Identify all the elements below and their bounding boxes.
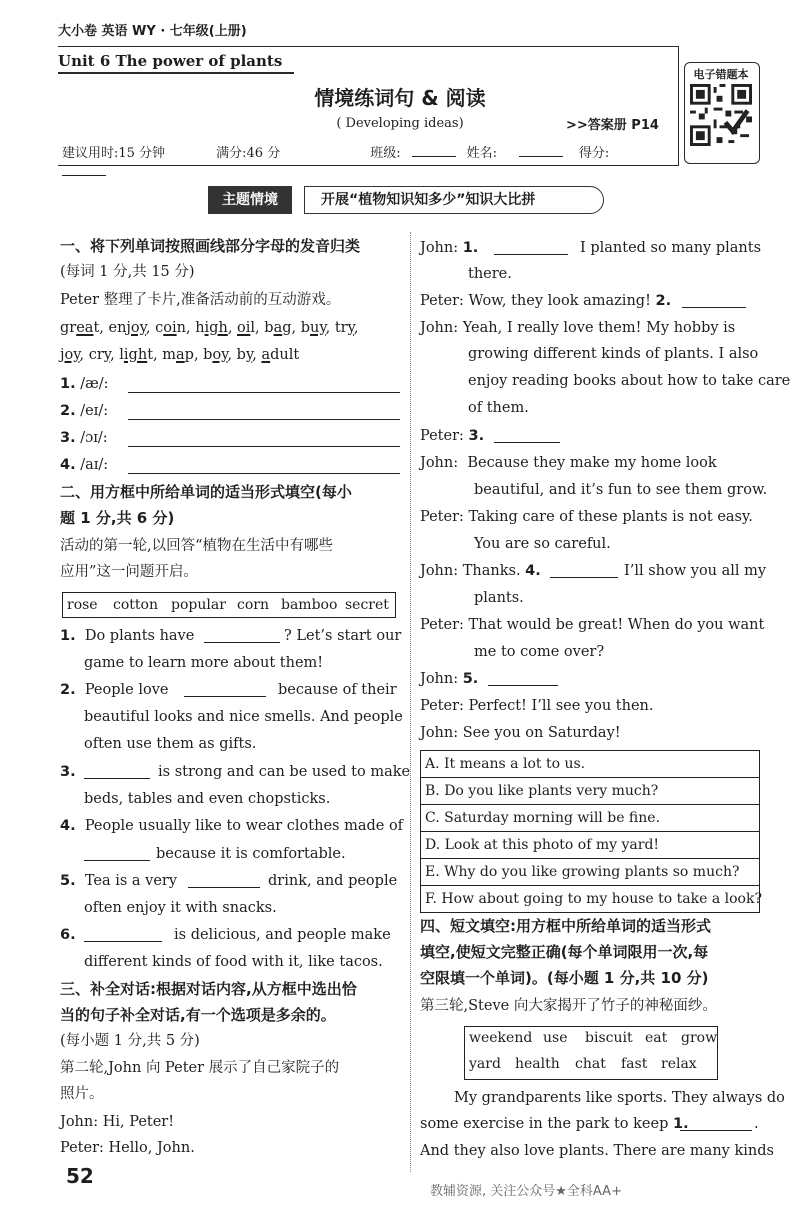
option-e: E. Why do you like growing plants so much? (421, 859, 759, 886)
theme-text: 开展“植物知识知多少”知识大比拼 (304, 186, 604, 214)
word: chat (575, 1056, 606, 1072)
word-bank (464, 1026, 718, 1080)
answer-blank[interactable] (184, 682, 266, 697)
word: cotton (113, 597, 158, 613)
section2-heading-cont: 题 1 分,共 6 分) (60, 509, 175, 527)
word: bamboo (281, 597, 338, 613)
word: joy (60, 347, 80, 363)
time-label: 建议用时:15 分钟 (62, 146, 166, 161)
option-c: C. Saturday morning will be fine. (421, 805, 759, 832)
series-label: 大小卷 英语 WY · 七年级(上册) (58, 24, 247, 39)
answer-blank[interactable] (680, 1116, 752, 1131)
page-title: 情境练词句 & 阅读 (314, 86, 486, 110)
word: biscuit (585, 1030, 633, 1046)
section4-heading: 四、短文填空:用方框中所给单词的适当形式 (420, 917, 712, 935)
dialog-line: Peter: 3. (420, 428, 485, 444)
question-5-text: drink, and people (268, 873, 398, 889)
dialog-line: Peter: Taking care of these plants is not easy. (420, 509, 753, 525)
dialog-line: Peter: That would be great! When do you want (420, 617, 765, 633)
word-row: great, enjoy, coin, high, oil, bag, buy, try, (60, 320, 359, 336)
score-got-label: 得分: (578, 146, 610, 161)
question-1: 1. Do plants have (60, 628, 195, 644)
word: health (515, 1056, 560, 1072)
section3-heading-cont: 当的句子补全对话,有一个选项是多余的。 (60, 1006, 336, 1024)
dialog-text: I planted so many plants (580, 240, 762, 256)
section4-heading-cont: 空限填一个单词)。(每小题 1 分,共 10 分) (420, 969, 709, 987)
name-blank[interactable] (519, 142, 563, 157)
page-subtitle: ( Developing ideas) (336, 116, 464, 131)
word: great (60, 320, 100, 336)
score-label: 满分:46 分 (216, 146, 281, 161)
question-4-text: because it is comfortable. (156, 846, 346, 862)
word: boy (203, 347, 228, 363)
word: try (334, 320, 354, 336)
dialog-line: Peter: Wow, they look amazing! 2. (420, 293, 672, 309)
options-box (420, 750, 760, 913)
word: high (195, 320, 228, 336)
qr-label: 电子错题本 (693, 68, 749, 81)
dialog-line: Peter: Hello, John. (60, 1140, 195, 1156)
section3-intro-cont: 照片。 (60, 1086, 104, 1102)
question-6-text: is delicious, and people make (174, 927, 391, 943)
word: rose (67, 597, 98, 613)
dialog-text: enjoy reading books about how to take care (468, 373, 791, 389)
section1-intro: Peter 整理了卡片,准备活动前的互动游戏。 (60, 292, 341, 308)
answer-blank[interactable] (494, 428, 560, 443)
answer-blank[interactable] (84, 764, 150, 779)
theme-tag: 主题情境 (208, 186, 292, 214)
word: eat (645, 1030, 668, 1046)
question-6: 6. (60, 927, 76, 943)
dialog-line: John: Yeah, I really love them! My hobby is (420, 320, 736, 336)
answer-reference: >>答案册 P14 (566, 118, 659, 133)
question-5-text: often enjoy it with snacks. (84, 900, 277, 916)
answer-blank[interactable] (488, 671, 558, 686)
word: use (543, 1030, 568, 1046)
answer-blank[interactable] (494, 240, 568, 255)
question-3-text: beds, tables and even chopsticks. (84, 791, 331, 807)
passage-period: . (754, 1116, 759, 1132)
section2-heading: 二、用方框中所给单词的适当形式填空(每小 (60, 483, 352, 501)
class-blank[interactable] (412, 142, 456, 157)
page-number: 52 (66, 1164, 94, 1188)
dialog-text: of them. (468, 400, 529, 416)
phonetic-row: 3. /ɔɪ/: (60, 430, 108, 446)
word: corn (237, 597, 269, 613)
footer-watermark: 教辅资源, 关注公众号★全科AA+ (430, 1184, 622, 1199)
answer-line[interactable] (128, 446, 400, 447)
question-2-text: often use them as gifts. (84, 736, 257, 752)
question-2-text: because of their (278, 682, 397, 698)
answer-blank[interactable] (84, 846, 150, 861)
dialog-text: plants. (474, 590, 524, 606)
word: enjoy (108, 320, 146, 336)
word: cry (88, 347, 111, 363)
option-b: B. Do you like plants very much? (421, 778, 759, 805)
word: popular (171, 597, 226, 613)
name-label: 姓名: (466, 146, 497, 161)
question-2: 2. People love (60, 682, 169, 698)
answer-blank[interactable] (550, 563, 618, 578)
word: weekend (469, 1030, 533, 1046)
question-6-text: different kinds of food with it, like tacos. (84, 954, 383, 970)
question-5: 5. Tea is a very (60, 873, 178, 889)
section3-heading: 三、补全对话:根据对话内容,从方框中选出恰 (60, 980, 357, 998)
section4-heading-cont: 填空,使短文完整正确(每个单词限用一次,每 (420, 943, 709, 961)
unit-title: Unit 6 The power of plants (58, 52, 283, 70)
dialog-text: me to come over? (474, 644, 605, 660)
dialog-text: I’ll show you all my (624, 563, 767, 579)
question-1-text: ? Let’s start our (284, 628, 402, 644)
section3-intro: 第二轮,John 向 Peter 展示了自己家院子的 (60, 1060, 340, 1076)
section3-points: (每小题 1 分,共 5 分) (60, 1033, 200, 1049)
word: buy (300, 320, 326, 336)
phonetic-row: 2. /eɪ/: (60, 403, 109, 419)
word-row: joy, cry, light, map, boy, by, adult (60, 347, 300, 363)
option-a: A. It means a lot to us. (421, 751, 759, 778)
word: coin (155, 320, 186, 336)
dialog-line: John: See you on Saturday! (420, 725, 621, 741)
question-3-text: is strong and can be used to make (158, 764, 411, 780)
question-3: 3. (60, 764, 76, 780)
passage-line: And they also love plants. There are many kinds (420, 1143, 774, 1159)
word: adult (261, 347, 300, 363)
word: map (162, 347, 194, 363)
answer-blank[interactable] (682, 293, 746, 308)
section1-heading: 一、将下列单词按照画线部分字母的发音归类 (60, 237, 361, 255)
word: secret (345, 597, 389, 613)
dialog-text: there. (468, 266, 512, 282)
option-f: F. How about going to my house to take a look? (425, 891, 762, 907)
dialog-line: John: Because they make my home look (420, 455, 717, 471)
section2-intro-cont: 应用”这一问题开启。 (60, 564, 198, 580)
word: bag (264, 320, 292, 336)
dialog-text: You are so careful. (474, 536, 611, 552)
class-label: 班级: (370, 146, 401, 161)
dialog-line: John: Thanks. 4. (420, 563, 541, 579)
word: light (119, 347, 154, 363)
word-bank (62, 592, 396, 618)
word: oil (237, 320, 256, 336)
section2-intro: 活动的第一轮,以回答“植物在生活中有哪些 (60, 538, 334, 554)
question-2-text: beautiful looks and nice smells. And people (84, 709, 403, 725)
question-4: 4. People usually like to wear clothes made of (60, 818, 404, 834)
dialog-line: John: Hi, Peter! (60, 1114, 175, 1130)
answer-blank[interactable] (84, 927, 162, 942)
phonetic-row: 4. /aɪ/: (60, 457, 109, 473)
section1-points: (每词 1 分,共 15 分) (60, 264, 195, 280)
dialog-line: John: 5. (420, 671, 479, 687)
divider (58, 72, 294, 74)
answer-blank[interactable] (188, 873, 260, 888)
phonetic-row: 1. /æ/: (60, 376, 109, 392)
word: relax (661, 1056, 697, 1072)
word: yard (469, 1056, 501, 1072)
dialog-line: John: 1. (420, 240, 479, 256)
dialog-text: growing different kinds of plants. I also (468, 346, 759, 362)
answer-line[interactable] (128, 473, 400, 474)
info-row (62, 142, 672, 180)
answer-blank[interactable] (204, 628, 280, 643)
column-divider (410, 232, 411, 1172)
section4-intro: 第三轮,Steve 向大家揭开了竹子的神秘面纱。 (420, 998, 717, 1014)
qr-code-icon[interactable] (690, 84, 752, 146)
score-blank[interactable] (62, 161, 106, 176)
word: by (236, 347, 253, 363)
question-1-text: game to learn more about them! (84, 655, 324, 671)
passage-line: some exercise in the park to keep 1. (420, 1116, 689, 1132)
passage-line: My grandparents like sports. They always do (454, 1090, 785, 1106)
answer-line[interactable] (128, 419, 400, 420)
word: grow (681, 1030, 718, 1046)
option-d: D. Look at this photo of my yard! (421, 832, 759, 859)
dialog-line: Peter: Perfect! I’ll see you then. (420, 698, 654, 714)
word: fast (621, 1056, 648, 1072)
dialog-text: beautiful, and it’s fun to see them grow. (474, 482, 768, 498)
answer-line[interactable] (128, 392, 400, 393)
